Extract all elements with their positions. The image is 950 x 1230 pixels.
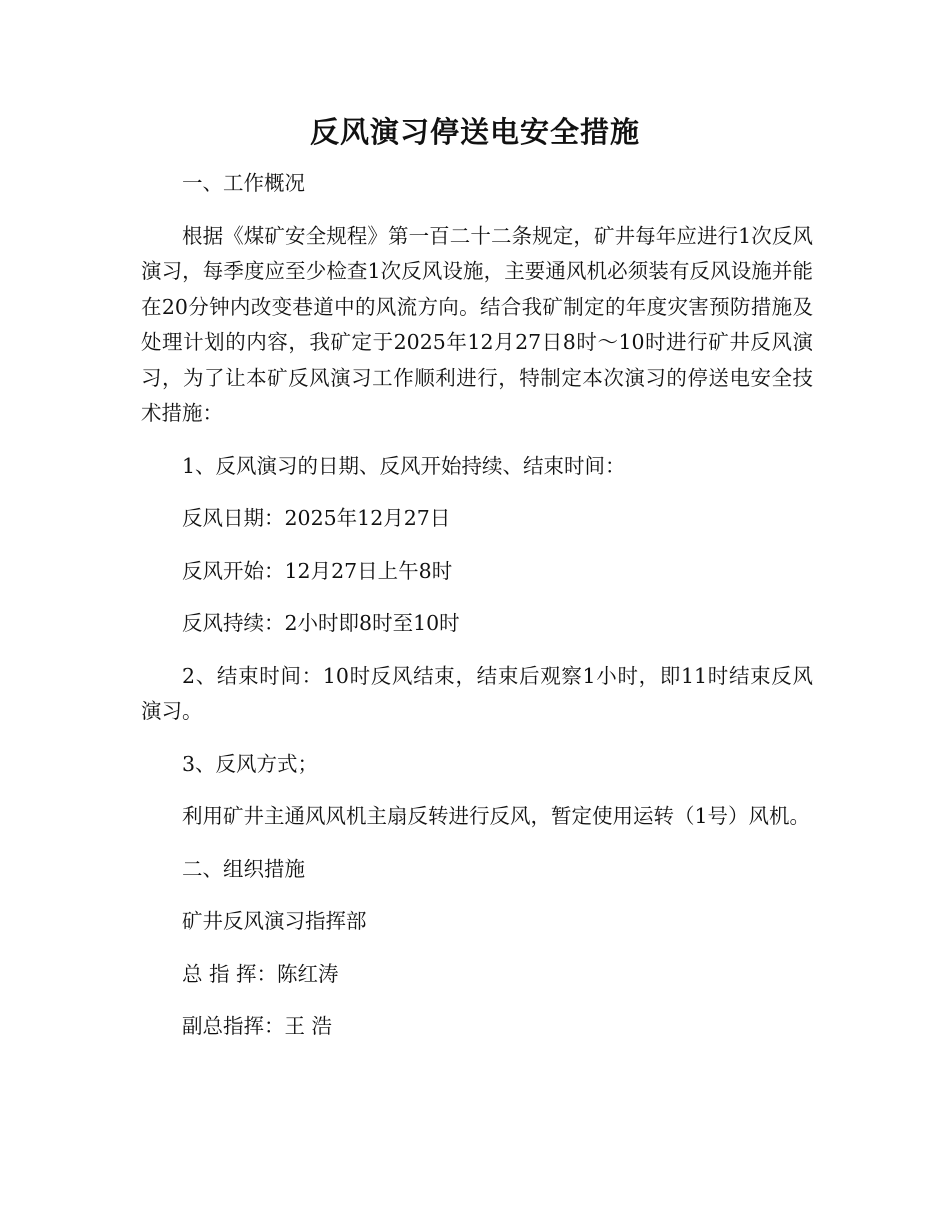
paragraph-command-center: 矿井反风演习指挥部	[182, 909, 367, 933]
document-title: 反风演习停送电安全措施	[309, 115, 640, 149]
paragraph-deputy-commander: 副总指挥：王 浩	[182, 1014, 333, 1038]
paragraph-drill-schedule-heading: 1、反风演习的日期、反风开始持续、结束时间：	[182, 453, 626, 478]
paragraph-regulation-background: 根据《煤矿安全规程》第一百二十二条规定，矿井每年应进行1次反风演习，每季度应至少检查1次反风设施，主要通风机必须装有反风设施并能在20分钟内改变巷道中的风流方向。结合我矿制定的年度灾害预防措施及处理计划的内容，我矿定于2025年12月27日8时～10时进行矿井反风演习，为了让本矿反风演习工作顺利进行，特制定本次演习的停送电安全技术措施：	[141, 223, 813, 425]
paragraph-end-time: 2、结束时间：10时反风结束，结束后观察1小时，即11时结束反风演习。	[141, 663, 813, 723]
section-heading-work-overview: 一、工作概况	[182, 171, 305, 195]
document-body	[141, 166, 813, 1062]
paragraph-chief-commander: 总 指 挥：陈红涛	[182, 961, 339, 986]
paragraph-reversal-duration: 反风持续：2小时即8时至10时	[182, 611, 460, 635]
paragraph-reversal-method: 利用矿井主通风风机主扇反转进行反风，暂定使用运转（1号）风机。	[182, 804, 811, 828]
paragraph-reversal-date: 反风日期：2025年12月27日	[182, 506, 451, 530]
paragraph-reversal-start: 反风开始：12月27日上午8时	[182, 558, 453, 583]
paragraph-reversal-method-heading: 3、反风方式；	[182, 751, 319, 776]
section-heading-organization: 二、组织措施	[182, 856, 305, 881]
